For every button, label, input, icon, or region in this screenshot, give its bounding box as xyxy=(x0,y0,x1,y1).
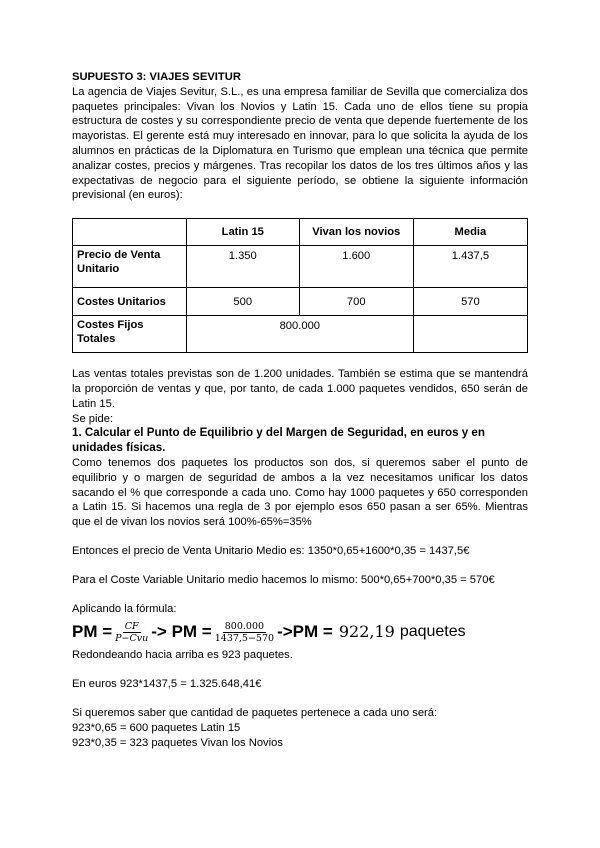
table-row xyxy=(73,246,528,288)
intro-paragraph: La agencia de Viajes Sevitur, S.L., es una empresa familiar de Sevilla que comercializa dos paquetes principales: Vivan los Novios y Latin 15. Cada uno de ellos tiene su propia estructura de costes y su correspondiente precio de venta que depende fuertemente de los mayoristas. El gerente está muy interesado en innovar, para lo que solicita la ayuda de los alumnos en prácticas de la Diplomatura en Turismo que emplean una técnica que permite analizar costes, precios y márgenes. Tras recopilar los datos de los tres últimos años y las expectativas de negocio para el siguiente período, se obtiene la siguiente información previsional (en euros): xyxy=(72,85,528,202)
table-header-novios: Vivan los novios xyxy=(299,219,413,246)
explanation-paragraph: Como tenemos dos paquetes los productos son dos, si queremos saber el punto de equilibrio y o margen de seguridad de ambos a la vez necesitamos unificar los datos sacando el % que corresponde a cada uno. Como hay 1000 paquetes y 650 corresponden a Latin 15. Si hacemos una regla de 3 por ejemplo esos 650 pasan a ser 65%. Mientras que el de vivan los novios será 100%-65%=35% xyxy=(72,456,528,529)
en-euros-line: En euros 923*1437,5 = 1.325.648,41€ xyxy=(72,678,262,691)
formula-arrow-2: ->PM = xyxy=(277,621,333,641)
formula-result: 922,19 xyxy=(338,621,395,641)
document-page xyxy=(72,70,528,750)
document-title: SUPUESTO 3: VIAJES SEVITUR xyxy=(72,71,241,83)
row-label-precio: Precio de Venta Unitario xyxy=(73,246,187,288)
cell-costes-media: 570 xyxy=(413,288,527,316)
cell-precio-novios: 1.600 xyxy=(299,246,413,288)
novios-line: 923*0,35 = 323 paquetes Vivan los Novios xyxy=(72,736,283,749)
sales-paragraph: Las ventas totales previstas son de 1.200 unidades. También se estima que se mantendrá la proporción de ventas y que, por tanto, de cada 1.000 paquetes vendidos, 650 serán de Latin 15. xyxy=(72,368,528,410)
redondeando-line: Redondeando hacia arriba es 923 paquetes. xyxy=(72,649,293,662)
table-header-media: Media xyxy=(413,219,527,246)
coste-medio-line: Para el Coste Variable Unitario medio hacemos lo mismo: 500*0,65+700*0,35 = 570€ xyxy=(72,573,495,586)
fraction-denominator: P−Cvu xyxy=(115,632,149,644)
cell-costes-fijos-media xyxy=(413,316,527,353)
cell-precio-latin: 1.350 xyxy=(186,246,299,288)
cantidad-intro-line: Si queremos saber que cantidad de paquetes pertenece a cada uno será: xyxy=(72,706,438,719)
cell-costes-novios: 700 xyxy=(299,288,413,316)
row-label-costes-fijos: Costes Fijos Totales xyxy=(73,316,187,353)
formula-pm-1: PM = xyxy=(72,621,113,641)
precio-medio-line: Entonces el precio de Venta Unitario Medio es: 1350*0,65+1600*0,35 = 1437,5€ xyxy=(72,544,470,557)
fraction-denominator: 1437,5−570 xyxy=(214,632,275,644)
fraction-numerator: 800.000 xyxy=(224,620,265,632)
table-header-empty xyxy=(73,219,187,246)
table-header-latin: Latin 15 xyxy=(186,219,299,246)
aplicando-label: Aplicando la fórmula: xyxy=(72,602,177,615)
latin-line: 923*0,65 = 600 paquetes Latin 15 xyxy=(72,721,241,734)
row-label-costes: Costes Unitarios xyxy=(73,288,187,316)
table-row xyxy=(73,288,528,316)
formula-fraction-general xyxy=(115,621,148,644)
table-row xyxy=(73,316,528,353)
question-heading: 1. Calcular el Punto de Equilibrio y del Margen de Seguridad, en euros y en unidades físicas. xyxy=(72,426,485,455)
formula-fraction-values xyxy=(215,621,274,644)
fraction-numerator: CF xyxy=(124,620,139,632)
table-header-row xyxy=(73,219,528,246)
cost-table xyxy=(72,218,528,353)
break-even-formula xyxy=(72,616,528,648)
formula-arrow-1: -> PM = xyxy=(151,621,212,641)
formula-unit: paquetes xyxy=(399,622,466,640)
se-pide-label: Se pide: xyxy=(72,412,114,425)
cell-costes-fijos: 800.000 xyxy=(186,316,413,353)
cell-precio-media: 1.437,5 xyxy=(413,246,527,288)
cell-costes-latin: 500 xyxy=(186,288,299,316)
